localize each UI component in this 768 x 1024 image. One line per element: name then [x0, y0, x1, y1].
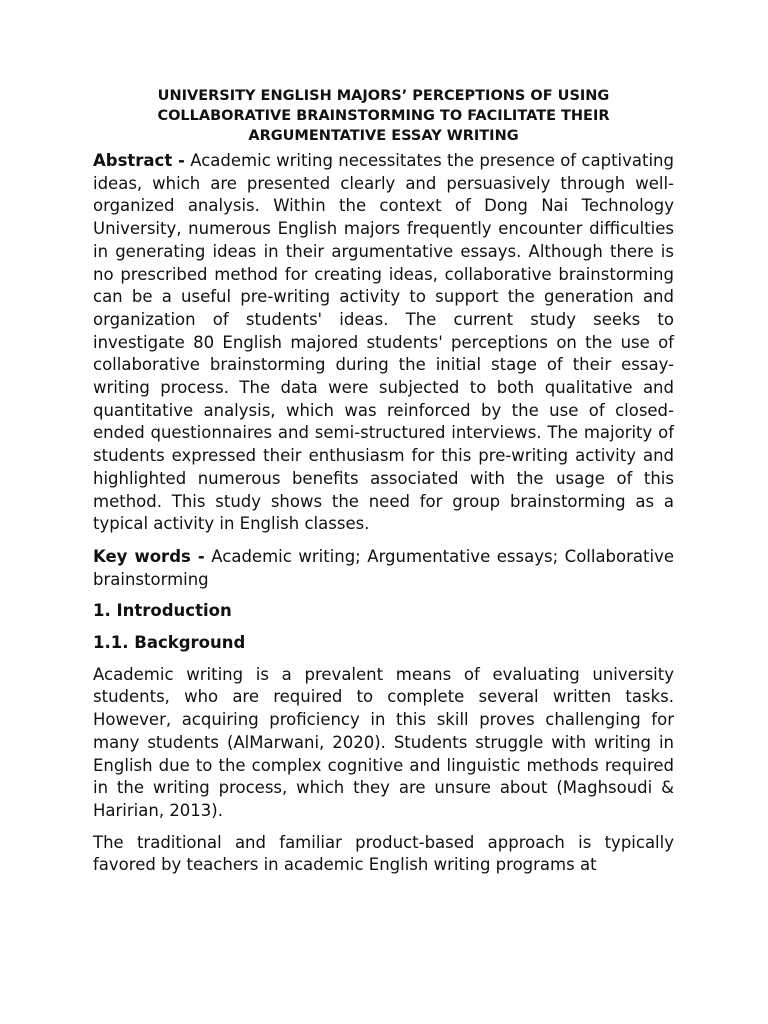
- subsection-heading: 1.1. Background: [93, 633, 246, 653]
- body-paragraph: The traditional and familiar product-based approach is typically favored by teachers in academic English writing programs at: [93, 832, 674, 875]
- document-page: [93, 86, 674, 886]
- keywords-label: Key words -: [93, 546, 205, 566]
- title-line: COLLABORATIVE BRAINSTORMING TO FACILITATE THEIR: [157, 108, 610, 124]
- abstract-text: Academic writing necessitates the presence of captivating ideas, which are presented clearly and persuasively through well-organized analysis. Within the context of Dong Nai Technology University, numerous English majors frequently encounter difficulties in generating ideas in their argumentative essays. Although there is no prescribed method for creating ideas, collaborative brainstorming can be a useful pre-writing activity to support the generation and organization of students' ideas. The current study seeks to investigate 80 English majored students' perceptions on the use of collaborative brainstorming during the initial stage of their essay-writing process. The data were subjected to both qualitative and quantitative analysis, which was reinforced by the use of closed-ended questionnaires and semi-structured interviews. The majority of students expressed their enthusiasm for this pre-writing activity and highlighted numerous benefits associated with the usage of this method. This study shows the need for group brainstorming as a typical activity in English classes.: [93, 151, 674, 534]
- title-line: ARGUMENTATIVE ESSAY WRITING: [248, 128, 519, 144]
- abstract-paragraph: [93, 150, 674, 536]
- paper-title: [93, 86, 674, 146]
- keywords-paragraph: [93, 546, 674, 591]
- keywords-text: Academic writing; Argumentative essays; Collaborative brainstorming: [93, 546, 674, 589]
- section-heading: 1. Introduction: [93, 601, 232, 621]
- body-paragraph: Academic writing is a prevalent means of evaluating university students, who are required to complete several written tasks. However, acquiring proficiency in this skill proves challenging for many students (AlMarwani, 2020). Students struggle with writing in English due to the complex cognitive and linguistic methods required in the writing process, which they are unsure about (Maghsoudi & Haririan, 2013).: [93, 664, 674, 820]
- abstract-label: Abstract -: [93, 151, 185, 170]
- title-line: UNIVERSITY ENGLISH MAJORS’ PERCEPTIONS OF USING: [157, 88, 610, 104]
